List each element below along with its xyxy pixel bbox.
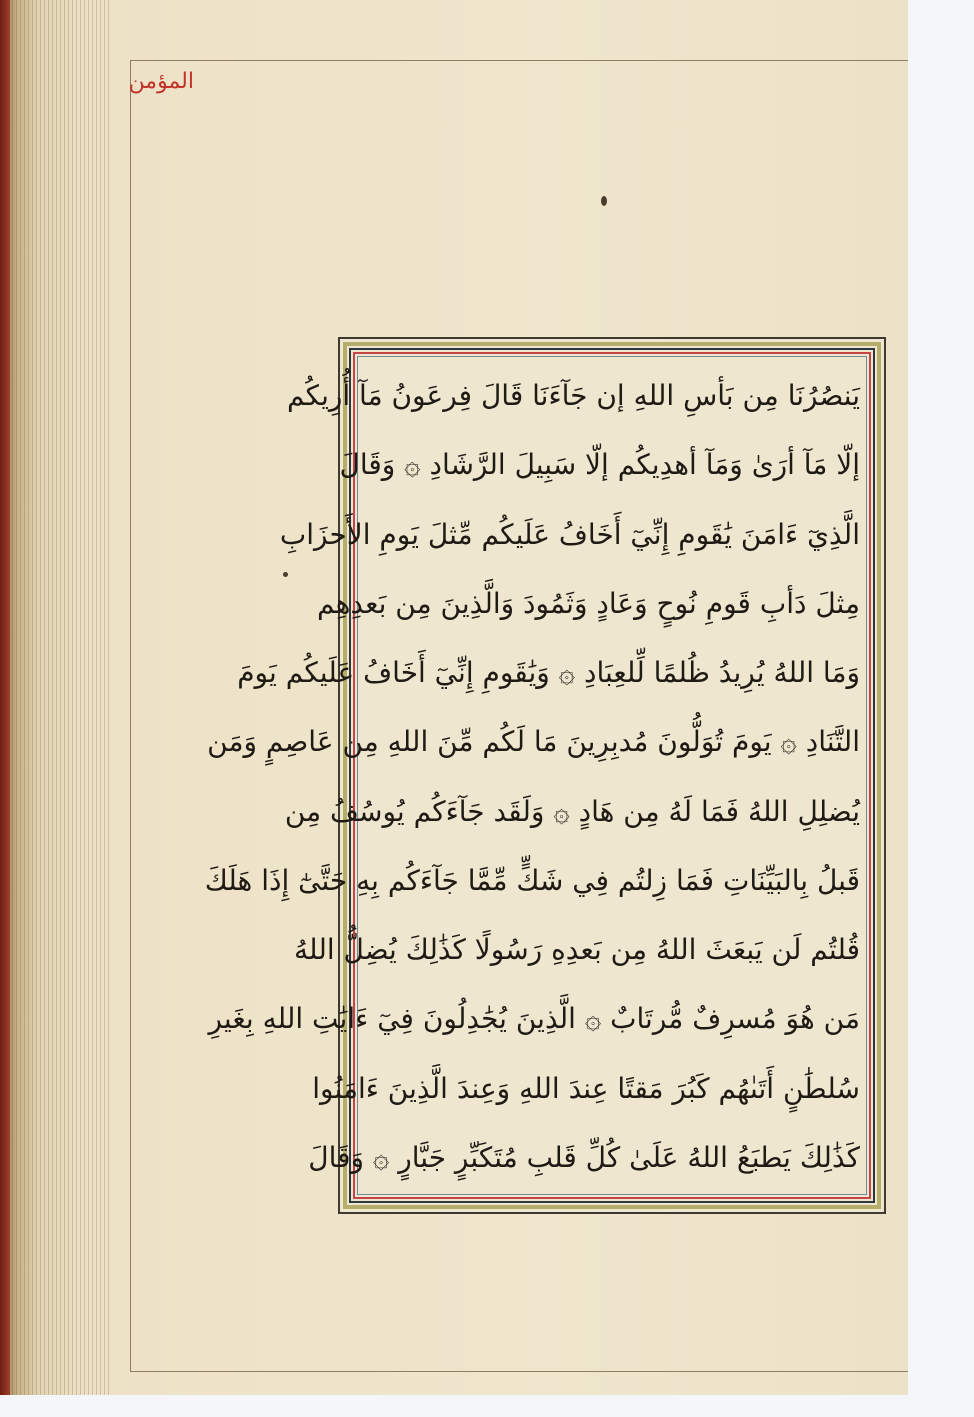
text-frame bbox=[204, 337, 886, 1214]
text-line: إلّا مَآ أرَىٰ وَمَآ أهدِيكُم إلّا سَبِيلَ الرَّشَادِ ۞ وَقَالَ bbox=[339, 448, 860, 482]
text-line: قَبلُ بِالبَيِّنَاتِ فَمَا زِلتُم فِي شَكٍّ مِّمَّا جَآءَكُم بِهِ حَتَّىٰٓ إِذَا هَلَكَ bbox=[204, 863, 860, 897]
text-line: يُضلِلِ اللهُ فَمَا لَهُ مِن هَادٍ ۞ وَلَقَد جَآءَكُم يُوسُفُ مِن bbox=[284, 794, 860, 828]
ink-mark bbox=[601, 196, 607, 206]
text-line: سُلطَٰنٍ أَتَىٰهُم كَبُرَ مَقتًا عِندَ اللهِ وَعِندَ الَّذِينَ ءَامَنُوا bbox=[312, 1071, 860, 1105]
page-stack-edge bbox=[0, 0, 110, 1395]
text-line: مَن هُوَ مُسرِفٌ مُّرتَابٌ ۞ الَّذِينَ يُجَٰدِلُونَ فِيٓ ءَايَٰتِ اللهِ بِغَيرِ bbox=[208, 1002, 860, 1036]
scan-margin-bottom bbox=[0, 1395, 974, 1417]
text-line: الَّذِيٓ ءَامَنَ يَٰقَومِ إِنِّيٓ أَخَافُ عَلَيكُم مِّثلَ يَومِ الأَحزَابِ bbox=[279, 517, 860, 551]
scan-margin-right bbox=[908, 0, 974, 1417]
text-line: مِثلَ دَأبِ قَومِ نُوحٍ وَعَادٍ وَثَمُودَ وَالَّذِينَ مِن بَعدِهِم bbox=[317, 586, 860, 620]
surah-heading: المؤمن bbox=[128, 69, 194, 94]
text-line: وَمَا اللهُ يُرِيدُ ظُلمًا لِّلعِبَادِ ۞ وَيَٰقَومِ إِنِّيٓ أَخَافُ عَلَيكُم يَومَ bbox=[237, 656, 860, 690]
text-line: يَنصُرُنَا مِن بَأسِ اللهِ إن جَآءَنَا قَالَ فِرعَونُ مَآ أُرِيكُم bbox=[286, 379, 860, 412]
book-spine bbox=[0, 0, 10, 1395]
ink-mark bbox=[283, 572, 288, 577]
text-line: كَذَٰلِكَ يَطبَعُ اللهُ عَلَىٰ كُلِّ قَلبِ مُتَكَبِّرٍ جَبَّارٍ ۞ وَقَالَ bbox=[308, 1140, 860, 1174]
text-line: التَّنَادِ ۞ يَومَ تُوَلُّونَ مُدبِرِينَ مَا لَكُم مِّنَ اللهِ مِن عَاصِمٍ وَمَن bbox=[207, 725, 860, 759]
text-line: قُلتُم لَن يَبعَثَ اللهُ مِن بَعدِهِ رَسُولًا كَذَٰلِكَ يُضِلُّ اللهُ bbox=[294, 933, 860, 967]
text-block bbox=[204, 367, 860, 1187]
